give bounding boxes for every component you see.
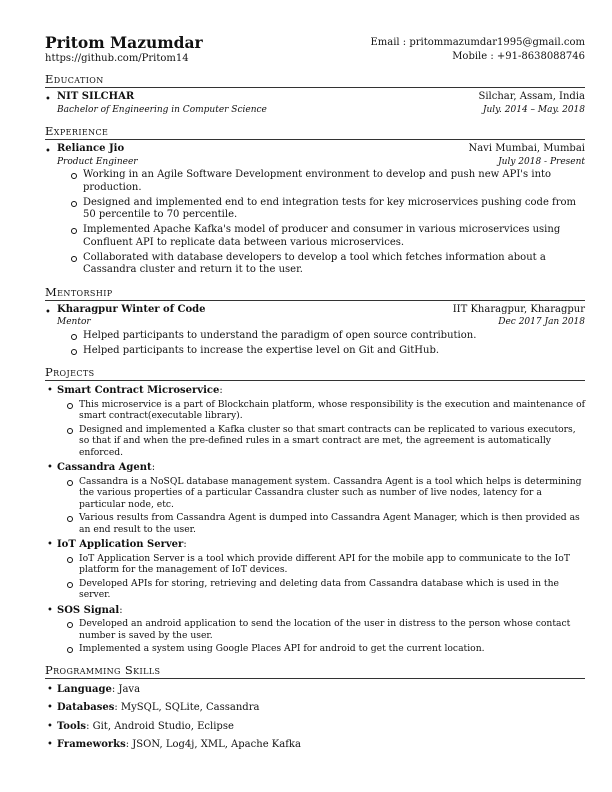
- github-link[interactable]: https://github.com/Pritom14: [45, 53, 189, 64]
- bullet-icon: •: [45, 94, 51, 105]
- circle-bullet-icon: [71, 173, 77, 179]
- candidate-name: Pritom Mazumdar: [45, 33, 203, 52]
- circle-bullet-icon: [67, 480, 73, 486]
- circle-bullet-icon: [67, 516, 73, 522]
- bullet-icon: •: [47, 702, 53, 713]
- education-location: Silchar, Assam, India: [478, 91, 585, 102]
- experience-dates: July 2018 - Present: [498, 156, 585, 167]
- list-item: Designed and implemented a Kafka cluster so that smart contracts can be replicated to various executors, so that if and when the pre-defined rules in a smart contract are met, the agreement is automatically enforced.: [67, 424, 585, 459]
- bullet-icon: •: [47, 462, 53, 473]
- list-item: Designed and implemented end to end integration tests for key microservices pushing code from 50 percentile to 70 percentile.: [71, 197, 585, 222]
- bullet-icon: •: [47, 683, 53, 695]
- skill-item: • Databases: MySQL, SQLite, Cassandra: [47, 702, 260, 713]
- skills-heading: Programming Skills: [45, 664, 585, 679]
- circle-bullet-icon: [71, 256, 77, 262]
- circle-bullet-icon: [71, 334, 77, 340]
- list-item: IoT Application Server is a tool which provide different API for the mobile app to communicate to the IoT platform for the management of IoT devices.: [67, 553, 585, 576]
- education-entry: [45, 91, 585, 116]
- resume-header: [45, 34, 585, 64]
- experience-org: Reliance Jio: [57, 143, 125, 154]
- list-item: Developed APIs for storing, retrieving and deleting data from Cassandra database which is used in the server.: [67, 578, 585, 601]
- circle-bullet-icon: [67, 428, 73, 434]
- list-item: Working in an Agile Software Development environment to develop and push new API's into production.: [71, 169, 585, 194]
- list-item: Helped participants to increase the expertise level on Git and GitHub.: [71, 345, 585, 358]
- experience-role: Product Engineer: [57, 156, 138, 167]
- contact-block: [370, 34, 585, 64]
- list-item: Developed an android application to send the location of the user in distress to the person whose contact number is saved by the user.: [67, 618, 585, 641]
- mobile-text: Mobile : +91-8638088746: [452, 51, 585, 62]
- experience-entry: [45, 143, 585, 277]
- mentorship-role: Mentor: [57, 317, 91, 327]
- circle-bullet-icon: [67, 557, 73, 563]
- education-org: NIT SILCHAR: [57, 91, 135, 102]
- project-item: • Smart Contract Microservice: This microservice is a part of Blockchain platform, whose responsibility is the execution and maintenance of smart contract(executable library). Designed and implemented a Kafka cluster so that smart contracts can be replicated to various executors, so that if and when the pre-defined rules in a smart contract are met, the agreement is automatically enforced.: [47, 385, 586, 458]
- education-dates: July. 2014 – May. 2018: [482, 104, 585, 115]
- experience-heading: Experience: [45, 125, 585, 140]
- circle-bullet-icon: [67, 622, 73, 628]
- experience-items: [57, 169, 585, 277]
- bullet-icon: •: [47, 739, 53, 750]
- list-item: Helped participants to understand the paradigm of open source contribution.: [71, 330, 585, 343]
- circle-bullet-icon: [71, 228, 77, 234]
- email-text[interactable]: Email : pritommazumdar1995@gmail.com: [370, 37, 585, 48]
- project-name: IoT Application Server: [57, 539, 184, 550]
- project-item: • IoT Application Server: IoT Application Server is a tool which provide different API for the mobile app to communicate to the IoT platform for the management of IoT devices. Developed APIs for storing, retrieving and deleting data from Cassandra database which is used in the server.: [45, 539, 585, 601]
- resume-page: [45, 34, 585, 758]
- bullet-icon: •: [45, 306, 51, 318]
- mentorship-org: Kharagpur Winter of Code: [57, 303, 206, 315]
- list-item: Implemented Apache Kafka's model of producer and consumer in various microservices using Confluent API to replicate data between various microservices.: [71, 224, 585, 249]
- project-name: Cassandra Agent: [57, 462, 152, 473]
- mentorship-location: IIT Kharagpur, Kharagpur: [452, 303, 585, 315]
- list-item: Collaborated with database developers to develop a tool which fetches information about a Cassandra cluster and return it to the user.: [71, 252, 585, 277]
- list-item: Cassandra is a NoSQL database management system. Cassandra Agent is a tool which helps is determining the various properties of a particular Cassandra cluster such as number of live nodes, latency for a particular node, etc.: [67, 476, 585, 511]
- bullet-icon: •: [45, 146, 51, 157]
- circle-bullet-icon: [71, 349, 77, 355]
- mentorship-dates: Dec 2017 Jan 2018: [498, 317, 585, 327]
- list-item: Various results from Cassandra Agent is dumped into Cassandra Agent Manager, which is then provided as an end result to the user.: [67, 512, 585, 535]
- skill-item: • Tools: Git, Android Studio, Eclipse: [47, 720, 234, 732]
- bullet-icon: •: [47, 539, 53, 550]
- skill-item: • Frameworks: JSON, Log4j, XML, Apache Kafka: [47, 739, 301, 750]
- bullet-icon: •: [47, 604, 53, 616]
- experience-location: Navi Mumbai, Mumbai: [468, 143, 585, 154]
- bullet-icon: •: [47, 385, 53, 396]
- circle-bullet-icon: [67, 403, 73, 409]
- mentorship-items: [57, 330, 585, 358]
- projects-heading: Projects: [45, 366, 585, 381]
- circle-bullet-icon: [67, 582, 73, 588]
- project-item: • SOS Signal: Developed an android application to send the location of the user in distress to the person whose contact number is saved by the user. Implemented a system using Google Places API for android to get the current location.: [45, 605, 585, 655]
- mentorship-entry: [45, 304, 585, 358]
- project-name: Smart Contract Microservice: [57, 385, 220, 396]
- project-item: • Cassandra Agent: Cassandra is a NoSQL database management system. Cassandra Agent is a tool which helps is determining the various properties of a particular Cassandra cluster such as number of live nodes, latency for a particular node, etc. Various results from Cassandra Agent is dumped into Cassandra Agent Manager, which is then provided as an end result to the user.: [45, 462, 585, 535]
- circle-bullet-icon: [67, 647, 73, 653]
- mentorship-heading: Mentorship: [45, 286, 585, 301]
- education-heading: Education: [45, 73, 585, 88]
- skill-item: • Language: Java: [47, 683, 141, 695]
- project-name: SOS Signal: [57, 604, 120, 616]
- education-degree: Bachelor of Engineering in Computer Science: [57, 104, 267, 115]
- bullet-icon: •: [47, 720, 53, 732]
- circle-bullet-icon: [71, 201, 77, 207]
- list-item: This microservice is a part of Blockchain platform, whose responsibility is the execution and maintenance of smart contract(executable library).: [67, 399, 585, 422]
- list-item: Implemented a system using Google Places API for android to get the current location.: [67, 643, 585, 655]
